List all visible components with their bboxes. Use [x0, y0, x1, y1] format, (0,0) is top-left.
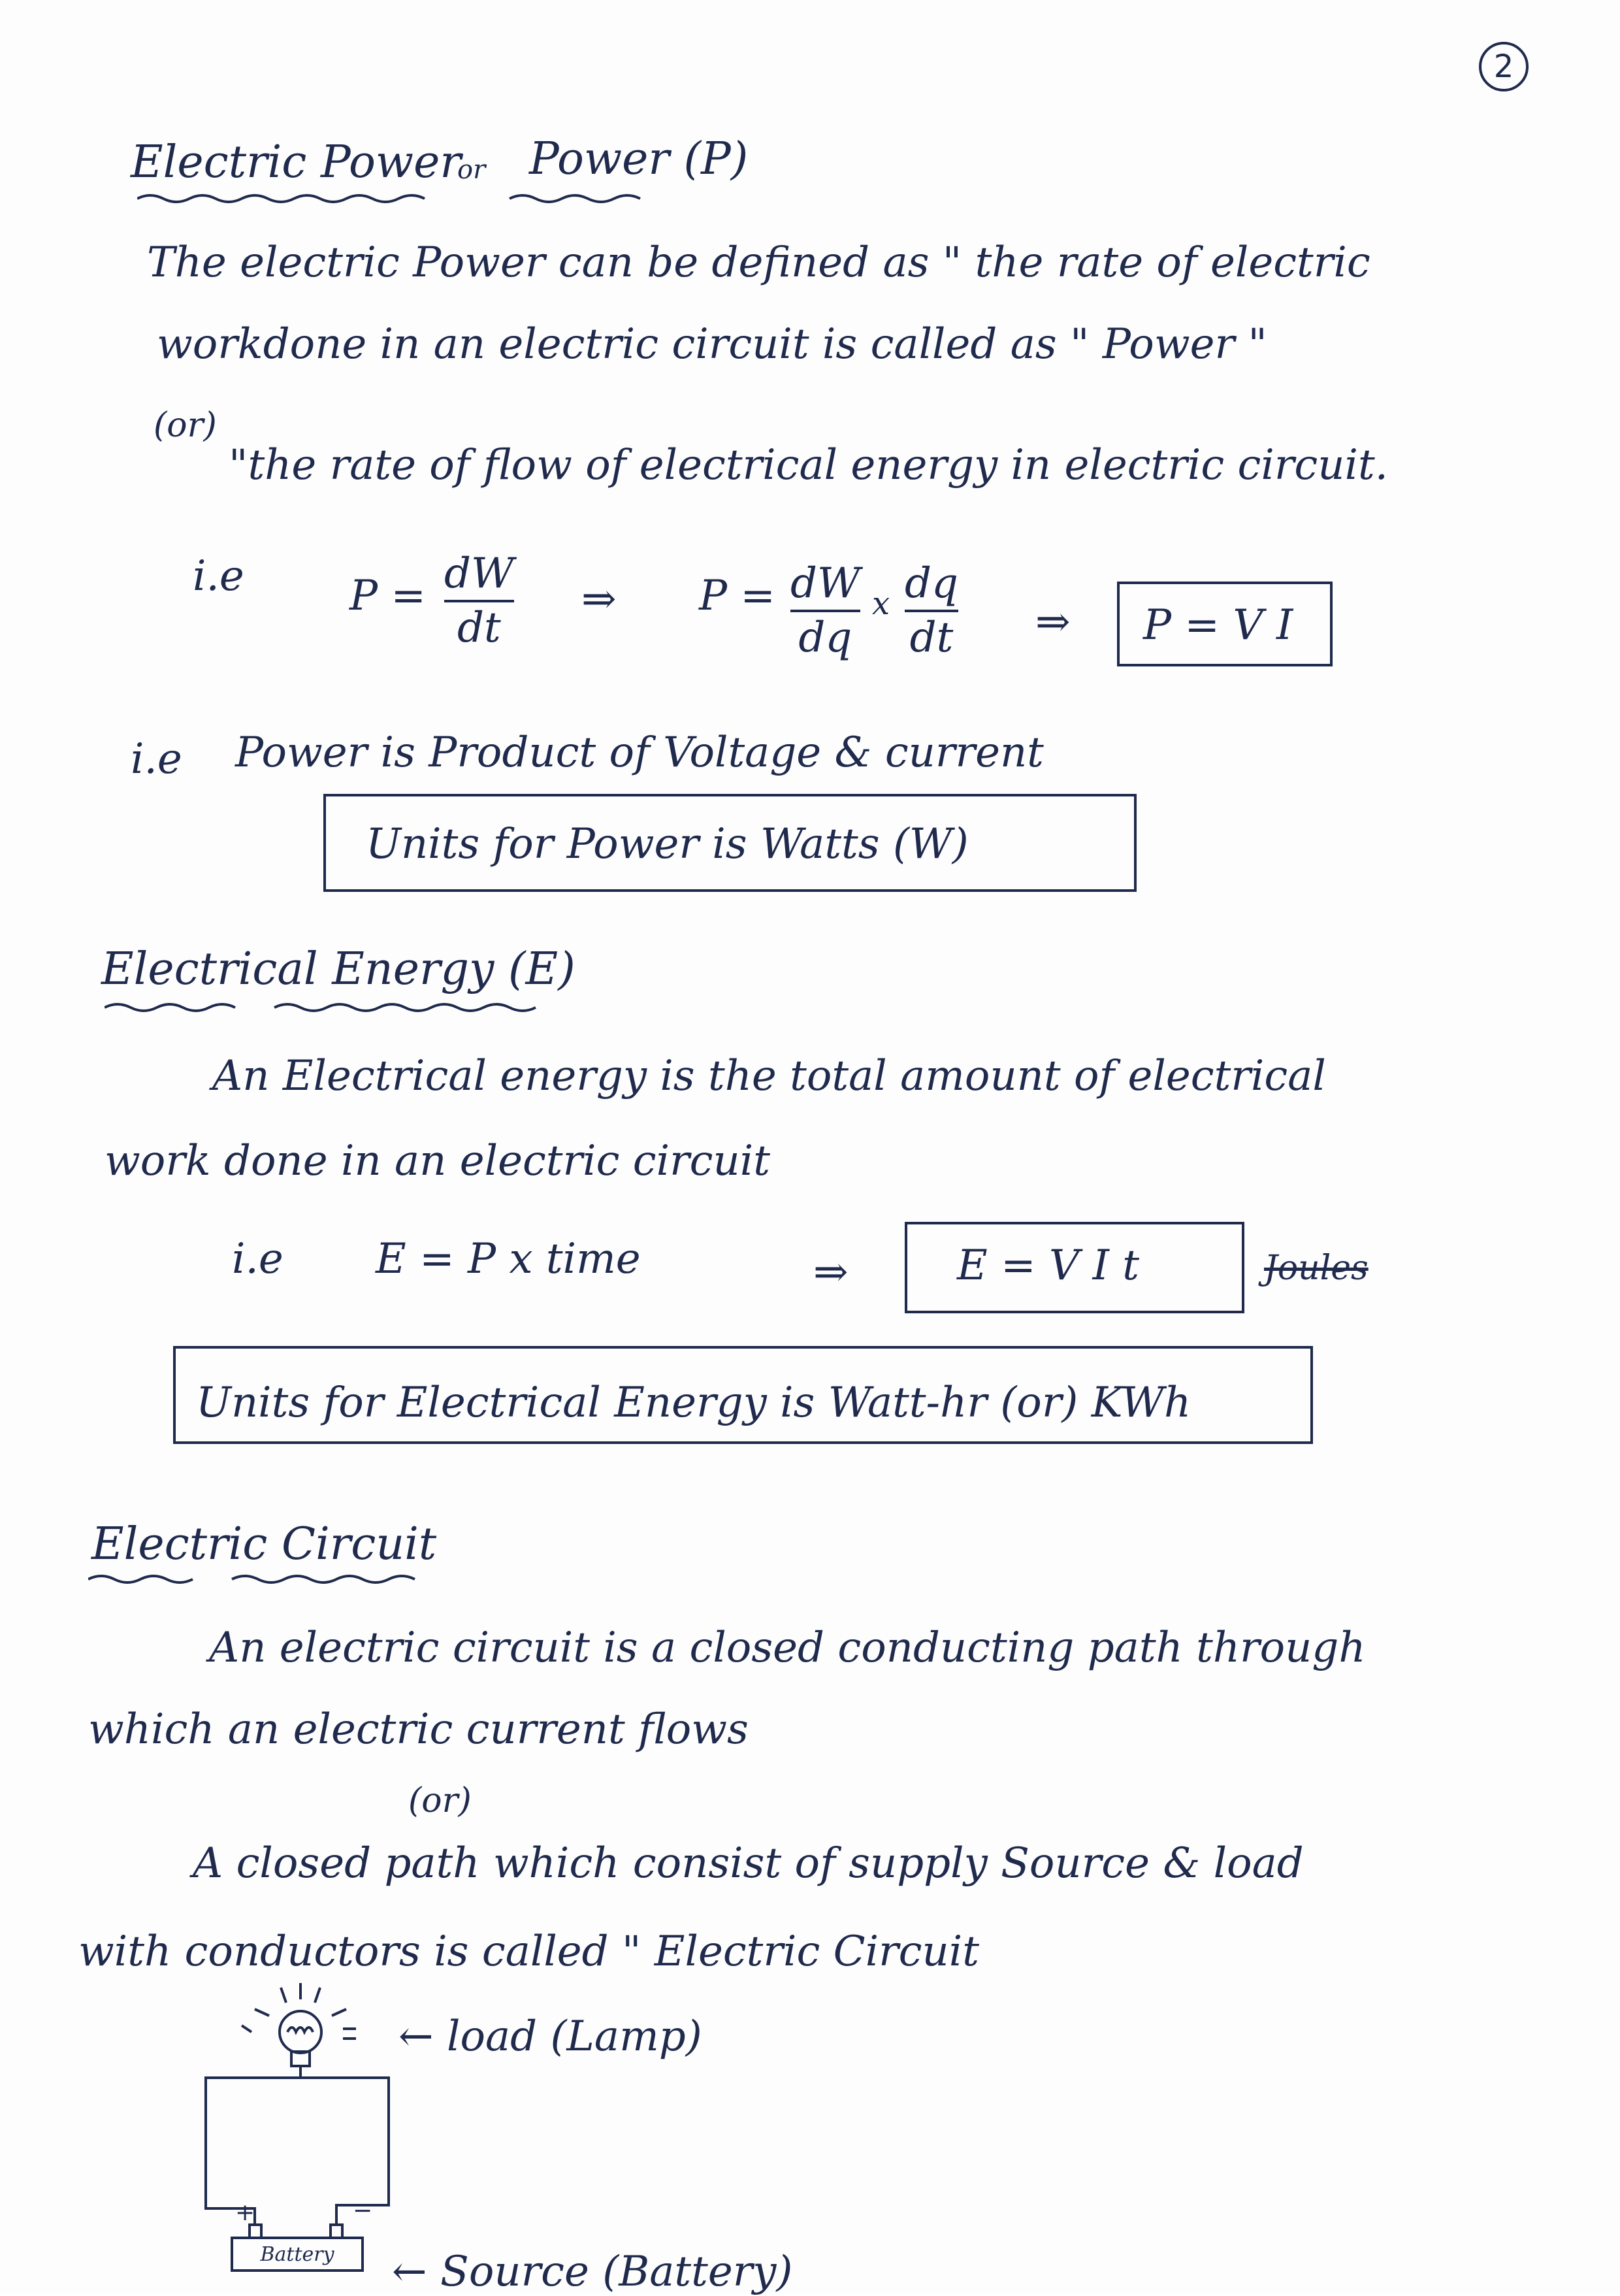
fraction-numerator: dW: [790, 559, 860, 608]
power-result: P = V I: [1143, 601, 1293, 649]
lamp-icon: [280, 2011, 321, 2066]
energy-def-line1: An Electrical energy is the total amount of electrical: [212, 1052, 1326, 1100]
circuit-def-line4: with conductors is called " Electric Circuit: [78, 1927, 979, 1976]
energy-result: E = V I t: [957, 1241, 1139, 1290]
power-def-line2: workdone in an electric circuit is called as " Power ": [157, 320, 1267, 369]
power-or-label: (or): [154, 406, 217, 445]
fraction-dq-dt: [905, 559, 958, 663]
page-number: 2: [1479, 42, 1529, 91]
power-heading-alt: Power (P): [529, 133, 749, 185]
power-heading-or: or: [457, 155, 486, 185]
implies-arrow-3: ⇒: [813, 1248, 849, 1296]
energy-ie-label: i.e: [232, 1235, 284, 1283]
battery-label: Battery: [260, 2243, 334, 2266]
circuit-def-line3: A closed path which consist of supply Source & load: [193, 1839, 1304, 1888]
energy-heading-underline: [105, 1000, 562, 1019]
times-sign: x: [872, 585, 890, 622]
circuit-diagram: [189, 1973, 425, 2274]
power-ie-label: i.e: [193, 552, 244, 600]
battery-minus: −: [353, 2197, 373, 2224]
fraction-denominator: dq: [798, 614, 852, 663]
power-product-line: Power is Product of Voltage & current: [235, 729, 1044, 777]
power-ie-label-2: i.e: [131, 735, 182, 783]
power-def-line3: "the rate of flow of electrical energy in electric circuit.: [229, 441, 1388, 489]
fraction-numerator: dW: [444, 549, 514, 598]
fraction-dw-dt: [444, 549, 514, 653]
power-units: Units for Power is Watts (W): [366, 820, 969, 868]
source-label: ← Source (Battery): [392, 2248, 793, 2296]
circuit-or-label: (or): [408, 1781, 472, 1820]
implies-arrow-1: ⇒: [581, 575, 617, 623]
circuit-heading: Electric Circuit: [91, 1518, 437, 1570]
energy-def-line2: work done in an electric circuit: [105, 1137, 770, 1185]
energy-eq: E = P x time: [376, 1235, 641, 1283]
energy-result-suffix: Joules: [1264, 1249, 1369, 1288]
power-def-line1: The electric Power can be defined as " the rate of electric: [147, 238, 1370, 287]
power-p-eq: P =: [349, 572, 427, 620]
fraction-denominator: dt: [457, 604, 501, 653]
battery-terminals: [250, 2225, 342, 2238]
power-heading-underline: [137, 191, 660, 210]
implies-arrow-2: ⇒: [1035, 598, 1071, 646]
energy-units: Units for Electrical Energy is Watt-hr (or) KWh: [196, 1379, 1191, 1427]
energy-heading: Electrical Energy (E): [101, 943, 575, 995]
battery-plus: +: [235, 2199, 255, 2226]
load-label: ← load (Lamp): [398, 2012, 702, 2061]
fraction-dw-dq: [790, 559, 860, 663]
power-heading: Electric Power: [131, 137, 461, 188]
fraction-numerator: dq: [905, 559, 958, 608]
circuit-heading-underline: [88, 1571, 428, 1591]
power-p-eq-2: P =: [699, 572, 776, 620]
circuit-def-line2: which an electric current flows: [88, 1705, 749, 1754]
circuit-def-line1: An electric circuit is a closed conducting path through: [209, 1624, 1366, 1672]
fraction-denominator: dt: [909, 614, 954, 663]
